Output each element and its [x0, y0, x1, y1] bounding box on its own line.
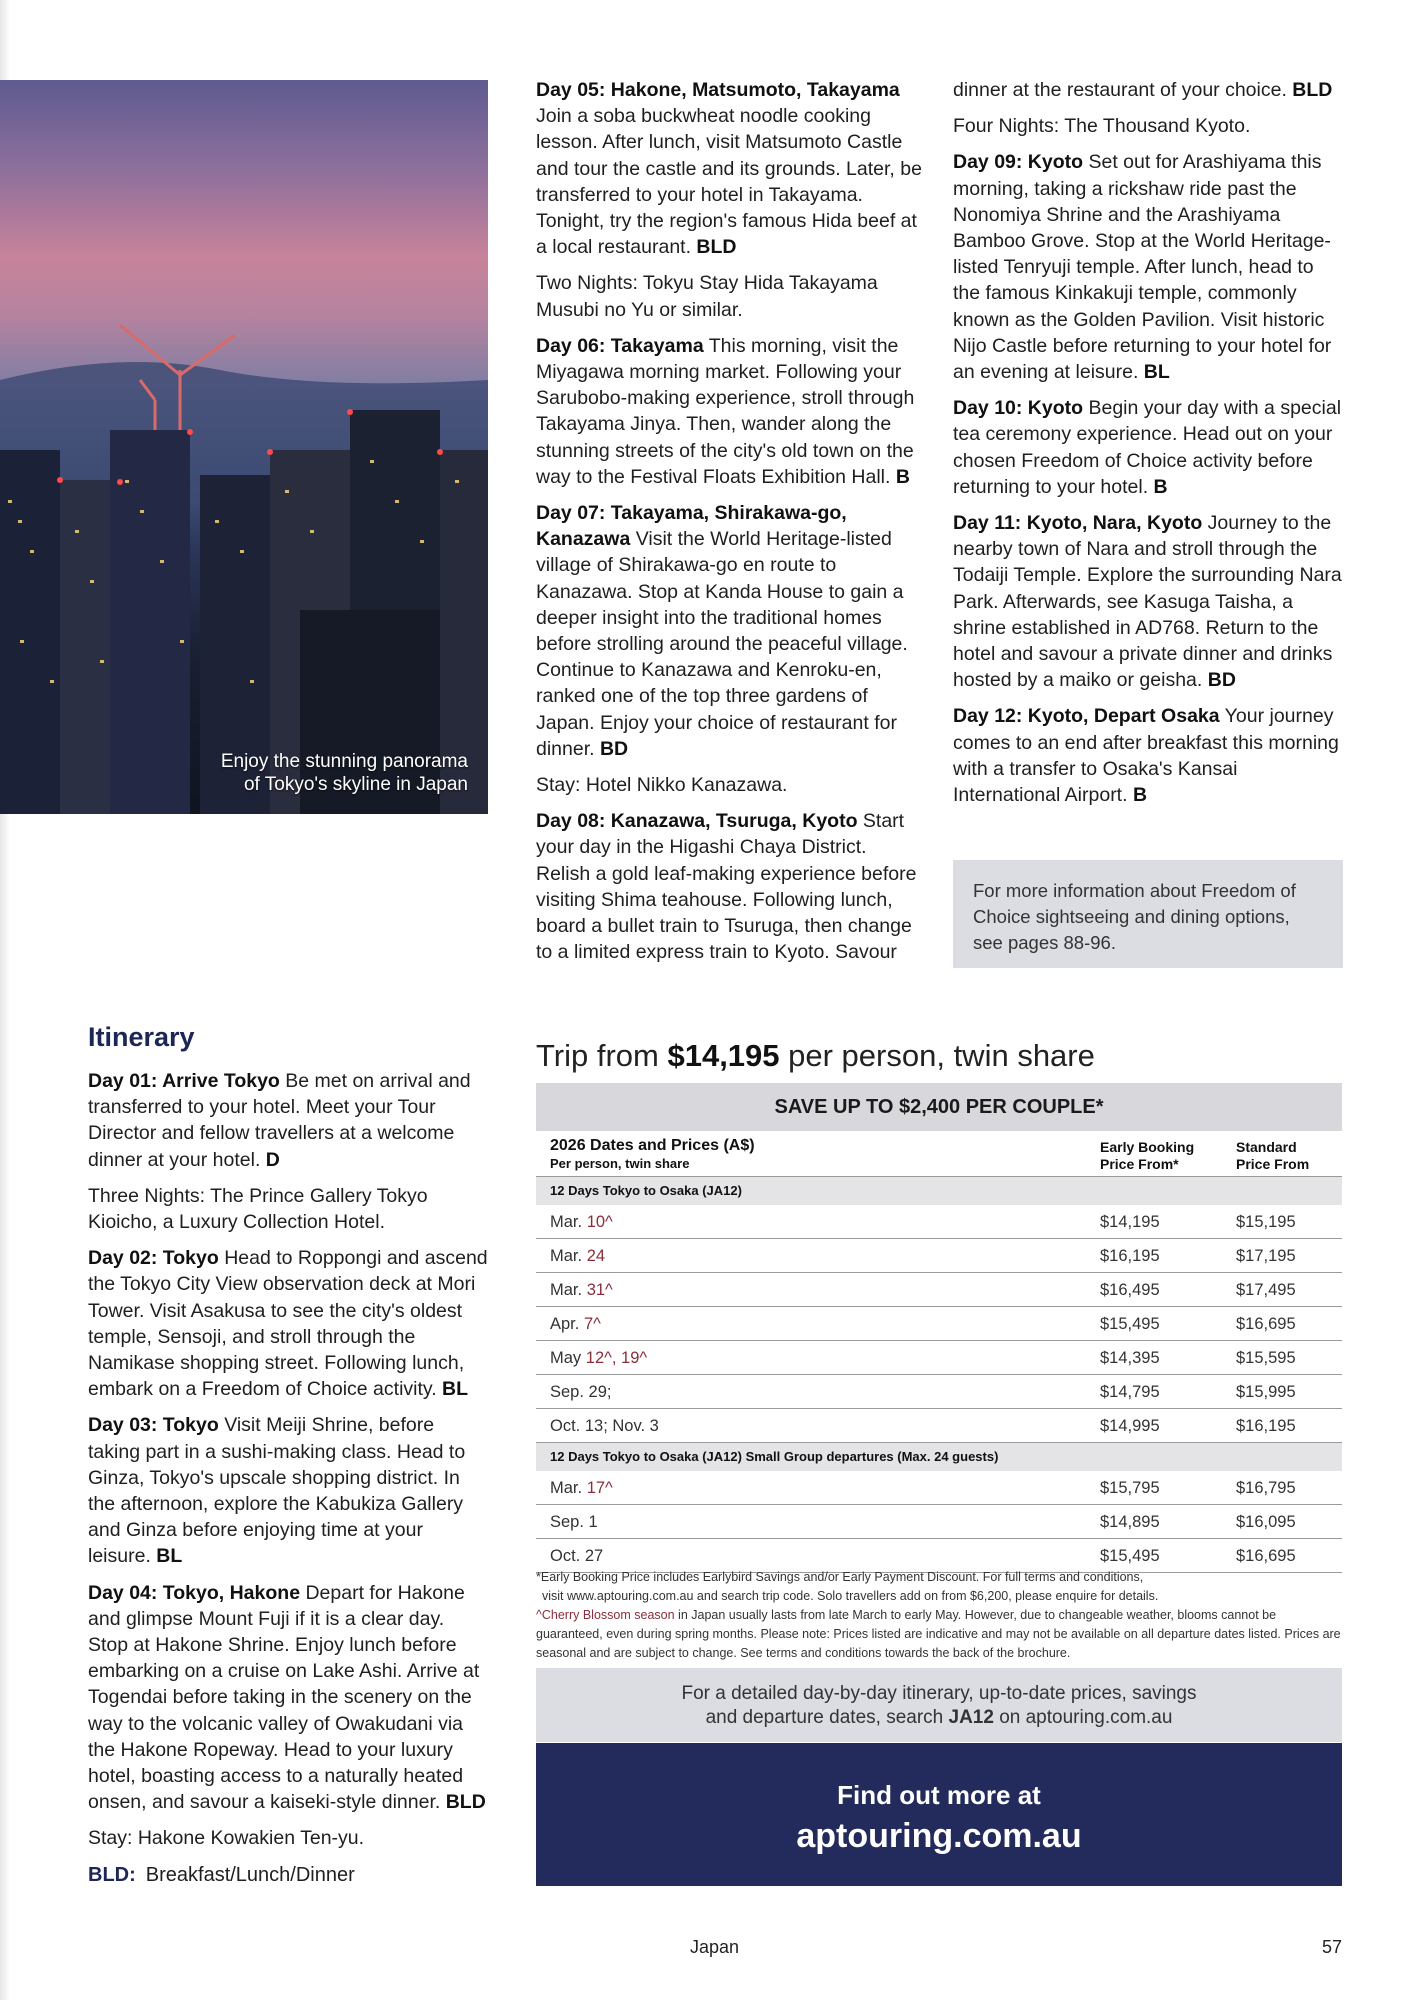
table-row — [536, 1471, 1342, 1505]
day-entry — [88, 1412, 488, 1569]
departure-date — [550, 1307, 601, 1341]
standard-price: $16,695 — [1236, 1315, 1296, 1333]
fine-print — [536, 1568, 1342, 1663]
date-text: May — [550, 1349, 586, 1367]
departure-date — [550, 1205, 613, 1239]
date-text: Sep. 1 — [550, 1513, 598, 1531]
day-entry — [953, 395, 1343, 500]
early-booking-price: $14,795 — [1100, 1383, 1160, 1401]
day-entry — [953, 510, 1343, 693]
early-booking-price: $14,395 — [1100, 1349, 1160, 1367]
date-text: Mar. — [550, 1213, 587, 1231]
page-number: 57 — [1322, 1937, 1343, 1957]
itinerary-column-middle — [536, 77, 926, 976]
table-row — [536, 1341, 1342, 1375]
day-text: Set out for Arashiyama this morning, taking a rickshaw ride past the Nonomiya Shrine and the Arashiyama Bamboo Grove. Stop at the World Heritage-listed Tenryuji temple. After lunch, head to the famous Kinkakuji temple, commonly known as the Golden Pavilion. Visit historic Nijo Castle before returning to your hotel for an evening at leisure. — [953, 151, 1332, 384]
price-table — [536, 1131, 1342, 1573]
search-line-1: For a detailed day-by-day itinerary, up-to-date prices, savings — [681, 1683, 1197, 1704]
stay-note: Two Nights: Tokyu Stay Hida Takayama Musubi no Yu or similar. — [536, 272, 878, 321]
day-text: Depart for Hakone and glimpse Mount Fuji if it is a clear day. Stop at Hakone Shrine. Enjoy lunch before embarking on a cruise on Lake Ashi. Arrive at Togendai before taking in the scenery on the way to the volcanic valley of Owakudani via the Hakone Ropeway. Head to your luxury hotel, boasting access to a naturally heated onsen, and savour a kaiseki-style dinner. — [88, 1581, 480, 1814]
itinerary-column-right — [953, 77, 1343, 818]
table-row — [536, 1505, 1342, 1539]
day-entry — [88, 1068, 488, 1173]
date-text: Mar. — [550, 1247, 587, 1265]
day-text: dinner at the restaurant of your choice. — [953, 79, 1293, 101]
table-row — [536, 1409, 1342, 1443]
standard-price: $16,695 — [1236, 1547, 1296, 1565]
meal-code: B — [895, 465, 910, 488]
date-text: Mar. — [550, 1281, 587, 1299]
stay-note: Four Nights: The Thousand Kyoto. — [953, 115, 1251, 138]
departure-date — [550, 1273, 613, 1307]
departure-date — [550, 1239, 605, 1273]
date-text: Oct. 27 — [550, 1547, 604, 1565]
header-standard — [1236, 1139, 1309, 1173]
cherry-blossom-date: 31^ — [586, 1281, 613, 1299]
departure-date — [550, 1471, 613, 1505]
early-booking-price: $16,495 — [1100, 1281, 1160, 1299]
cherry-blossom-date: 17^ — [586, 1479, 613, 1497]
standard-price: $16,795 — [1236, 1479, 1296, 1497]
day-text: Begin your day with a special tea ceremony experience. Head out on your chosen Freedom of Choice activity before returning to your hotel. — [953, 397, 1342, 498]
day-heading: Day 06: Takayama — [536, 334, 704, 357]
savings-banner: SAVE UP TO $2,400 PER COUPLE* — [536, 1083, 1342, 1131]
header-early-l2: Price From* — [1100, 1156, 1179, 1172]
standard-price: $17,495 — [1236, 1281, 1296, 1299]
day-entry — [536, 77, 926, 260]
table-row — [536, 1375, 1342, 1409]
standard-price: $17,195 — [1236, 1247, 1296, 1265]
meal-code: BLD — [445, 1791, 486, 1814]
meal-code: B — [1153, 475, 1168, 498]
day-heading: Day 02: Tokyo — [88, 1247, 219, 1270]
search-line-2-post: on aptouring.com.au — [993, 1707, 1173, 1728]
table-header — [536, 1131, 1342, 1177]
cherry-blossom-date: 24 — [586, 1247, 606, 1265]
cherry-blossom-date: 10^ — [586, 1213, 613, 1231]
trip-price: $14,195 — [667, 1038, 780, 1073]
cta-website-link[interactable]: aptouring.com.au — [796, 1817, 1082, 1855]
departure-date — [550, 1341, 647, 1375]
day-entry — [88, 1580, 488, 1816]
standard-price: $15,195 — [1236, 1213, 1296, 1231]
day-heading: Day 05: Hakone, Matsumoto, Takayama — [536, 79, 900, 101]
standard-price: $15,595 — [1236, 1349, 1296, 1367]
meal-code: B — [1132, 784, 1148, 807]
day-heading: Day 10: Kyoto — [953, 397, 1084, 420]
trip-suffix: per person, twin share — [779, 1038, 1095, 1073]
standard-price: $15,995 — [1236, 1383, 1296, 1401]
cherry-blossom-date: 12^, 19^ — [585, 1349, 648, 1367]
day-text: Start your day in the Higashi Chaya District. Relish a gold leaf-making experience before visiting Shima teahouse. Following lunch, board a bullet train to Tsuruga, then change to a limited express train to Kyoto. Savour — [536, 810, 917, 964]
date-text: Oct. 13; Nov. 3 — [550, 1417, 659, 1435]
table-group-header: 12 Days Tokyo to Osaka (JA12) — [536, 1177, 1342, 1205]
trip-prefix: Trip from — [536, 1038, 668, 1073]
day-heading: Day 04: Tokyo, Hakone — [88, 1581, 301, 1604]
fine-print-line-2: visit www.aptouring.com.au and search trip code. Solo travellers add on from $6,200, please enquire for details. — [542, 1589, 1159, 1603]
stay-note: Three Nights: The Prince Gallery Tokyo Kioicho, a Luxury Collection Hotel. — [88, 1184, 428, 1234]
day-text: Head to Roppongi and ascend the Tokyo City View observation deck at Mori Tower. Visit Asakusa to see the city's oldest temple, Sensoji, and stroll through the Namikase shopping street. Following lunch, embark on a Freedom of Choice activity. — [88, 1247, 488, 1401]
day-heading: Day 12: Kyoto, Depart Osaka — [953, 705, 1220, 728]
meal-legend — [88, 1864, 355, 1887]
early-booking-price: $15,495 — [1100, 1315, 1160, 1333]
cherry-blossom-date: 7^ — [583, 1315, 601, 1333]
legend-value: Breakfast/Lunch/Dinner — [145, 1864, 355, 1886]
early-booking-price: $14,895 — [1100, 1513, 1160, 1531]
day-heading: Day 07: Takayama, Shirakawa-go, Kanazawa — [536, 502, 847, 551]
search-line-2 — [536, 1706, 1342, 1730]
early-booking-price: $15,795 — [1100, 1479, 1160, 1497]
meal-code: BLD — [1292, 79, 1333, 101]
header-early-booking — [1100, 1139, 1194, 1173]
header-standard-l2: Price From — [1236, 1156, 1310, 1172]
day-text: Journey to the nearby town of Nara and stroll through the Todaiji Temple. Explore the surrounding Nara Park. Afterwards, see Kasuga Taisha, a shrine established in AD768. Return to the hotel and savour a private dinner and drinks hosted by a maiko or geisha. — [953, 512, 1342, 692]
stay-note: Stay: Hakone Kowakien Ten-yu. — [88, 1827, 365, 1850]
meal-code: BD — [1207, 669, 1236, 692]
table-body — [536, 1177, 1342, 1573]
fine-print-line-1: *Early Booking Price includes Earlybird Savings and/or Early Payment Discount. For full terms and conditions, — [536, 1570, 1144, 1584]
date-text: Sep. 29; — [550, 1383, 612, 1401]
day-text: Visit the World Heritage-listed village of Shirakawa-go en route to Kanazawa. Stop at Kanda House to gain a deeper insight into the traditional homes before strolling around the peaceful village. Continue to Kanazawa and Kenroku-en, ranked one of the top three gardens of Japan. Enjoy your choice of restaurant for dinner. — [536, 528, 908, 760]
date-text: Mar. — [550, 1479, 587, 1497]
standard-price: $16,195 — [1236, 1417, 1296, 1435]
freedom-of-choice-info-box: For more information about Freedom of Choice sightseeing and dining options, see pages 88-96. — [953, 860, 1343, 968]
search-info-box — [536, 1668, 1342, 1742]
meal-code: BLD — [696, 236, 737, 259]
table-row — [536, 1273, 1342, 1307]
day-entry — [953, 703, 1343, 808]
header-early-l1: Early Booking — [1100, 1139, 1195, 1155]
day-entry — [536, 500, 926, 762]
cta-line-1: Find out more at — [837, 1780, 1041, 1810]
day-entry-continued — [953, 77, 1343, 103]
meal-code: D — [265, 1148, 280, 1171]
legend-key: BLD: — [88, 1864, 136, 1886]
day-entry — [536, 333, 926, 490]
early-booking-price: $15,495 — [1100, 1547, 1160, 1565]
departure-date — [550, 1375, 611, 1409]
day-heading: Day 08: Kanazawa, Tsuruga, Kyoto — [536, 810, 858, 833]
day-text: Visit Meiji Shrine, before taking part in a sushi-making class. Head to Ginza, Tokyo's upscale shopping district. In the afternoon, explore the Kabukiza Gallery and Ginza before enjoying time at your leisure. — [88, 1414, 466, 1568]
early-booking-price: $14,995 — [1100, 1417, 1160, 1435]
find-out-more-banner[interactable] — [536, 1743, 1342, 1886]
day-entry — [88, 1245, 488, 1402]
day-entry — [953, 149, 1343, 385]
itinerary-heading: Itinerary — [88, 1022, 195, 1052]
standard-price: $16,095 — [1236, 1513, 1296, 1531]
fine-print-blossom — [536, 1606, 1342, 1663]
footer-country: Japan — [690, 1937, 740, 1957]
day-heading: Day 03: Tokyo — [88, 1414, 219, 1437]
day-text: Join a soba buckwheat noodle cooking lesson. After lunch, visit Matsumoto Castle and tour the castle and its grounds. Later, be transferred to your hotel in Takayama. Tonight, try the region's famous Hida beef at a local restaurant. — [536, 105, 922, 259]
day-text: This morning, visit the Miyagawa morning market. Following your Sarubobo-making experience, stroll through Takayama Jinya. Then, wander along the stunning streets of the city's old town on the way to the Festival Floats Exhibition Hall. — [536, 334, 915, 488]
header-dates — [550, 1137, 755, 1173]
trip-code: JA12 — [948, 1707, 994, 1728]
day-text: Be met on arrival and transferred to your hotel. Meet your Tour Director and fellow travellers at a welcome dinner at your hotel. — [88, 1070, 471, 1171]
header-standard-l1: Standard — [1236, 1139, 1297, 1155]
table-row — [536, 1205, 1342, 1239]
photo-caption — [168, 750, 468, 796]
header-dates-sub: Per person, twin share — [550, 1156, 690, 1171]
date-text: Apr. — [550, 1315, 584, 1333]
day-heading: Day 11: Kyoto, Nara, Kyoto — [953, 512, 1203, 535]
search-line-2-pre: and departure dates, search — [705, 1707, 949, 1728]
trip-from-price — [536, 1038, 1095, 1074]
meal-code: BL — [156, 1545, 183, 1568]
cherry-blossom-note: ^Cherry Blossom season — [536, 1608, 675, 1622]
departure-date — [550, 1505, 598, 1539]
fine-print-line-3: in Japan usually lasts from late March to early May. However, due to changeable weather, blooms cannot be guaranteed, even during spring months. Please note: Prices listed are indicative and may not be available on all departure dates listed. Prices are seasonal and are subject to change. See terms and conditions towards the back of the brochure. — [536, 1608, 1341, 1660]
tokyo-skyline-photo — [0, 80, 488, 814]
stay-note: Stay: Hotel Nikko Kanazawa. — [536, 774, 788, 797]
early-booking-price: $14,195 — [1100, 1213, 1160, 1231]
day-text: Your journey comes to an end after breakfast this morning with a transfer to Osaka's Kansai International Airport. — [953, 705, 1339, 807]
itinerary-column-left — [88, 1068, 488, 1862]
caption-line-2: of Tokyo's skyline in Japan — [243, 774, 468, 795]
header-dates-label: 2026 Dates and Prices (A$) — [550, 1137, 755, 1154]
caption-line-1: Enjoy the stunning panorama — [220, 751, 468, 772]
table-row — [536, 1307, 1342, 1341]
early-booking-price: $16,195 — [1100, 1247, 1160, 1265]
day-heading: Day 01: Arrive Tokyo — [88, 1070, 280, 1092]
meal-code: BL — [1143, 361, 1170, 384]
day-heading: Day 09: Kyoto — [953, 151, 1084, 174]
day-entry — [536, 808, 926, 965]
table-row — [536, 1239, 1342, 1273]
table-group-header: 12 Days Tokyo to Osaka (JA12) Small Group departures (Max. 24 guests) — [536, 1443, 1342, 1471]
meal-code: BD — [599, 737, 629, 760]
departure-date — [550, 1409, 659, 1443]
meal-code: BL — [442, 1378, 469, 1401]
